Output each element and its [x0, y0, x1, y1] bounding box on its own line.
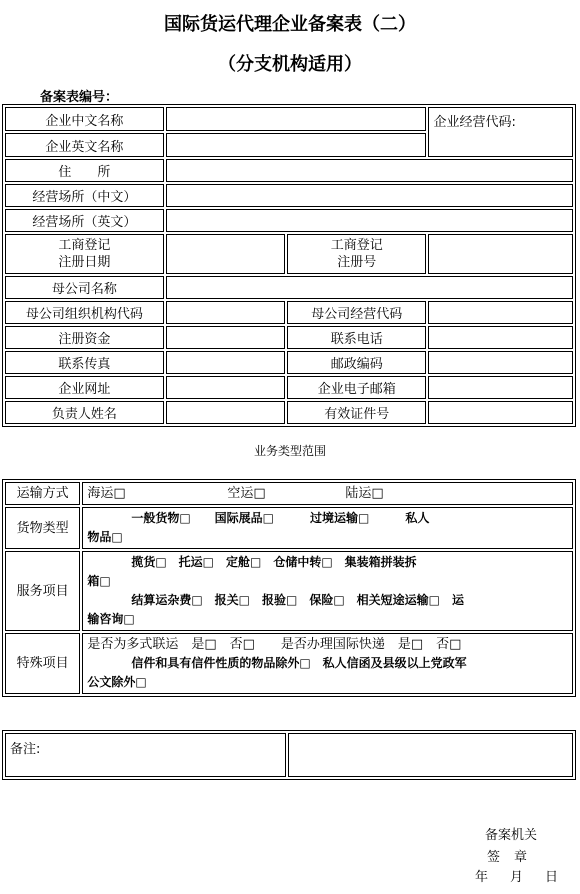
postcode-field[interactable]	[428, 351, 573, 374]
form-title: 国际货运代理企业备案表（二）	[164, 14, 416, 35]
parent-name-label: 母公司名称	[5, 276, 164, 299]
cargo-line-1: 一般货物□ 国际展品□ 过境运输□ 私人	[131, 511, 430, 525]
reg-date-field[interactable]	[166, 234, 285, 274]
service-line-2: 箱□	[87, 574, 111, 588]
date-line	[475, 866, 558, 885]
transport-options	[82, 482, 573, 505]
fax-field[interactable]	[166, 351, 285, 374]
cargo-label: 货物类型	[5, 507, 80, 549]
transport-air-checkbox[interactable]: 空运□	[227, 486, 266, 501]
special-line-1: 是否为多式联运 是□ 否□ 是否办理国际快递 是□ 否□	[87, 637, 462, 652]
transport-label: 运输方式	[5, 482, 80, 505]
month-label: 月	[510, 870, 524, 885]
biz-code-label: 企业经营代码:	[433, 115, 516, 130]
service-line-3: 结算运杂费□ 报关□ 报验□ 保险□ 相关短途运输□ 运	[131, 593, 465, 607]
parent-org-code-field[interactable]	[166, 301, 285, 324]
service-options[interactable]	[82, 551, 573, 631]
fax-label: 联系传真	[5, 351, 164, 374]
reg-date-label	[5, 234, 164, 274]
premises-cn-field[interactable]	[166, 184, 573, 207]
website-label: 企业网址	[5, 376, 164, 399]
enterprise-info-table	[2, 104, 576, 427]
transport-land-checkbox[interactable]: 陆运□	[345, 486, 384, 501]
special-label: 特殊项目	[5, 633, 80, 694]
authority-label: 备案机关	[485, 828, 538, 843]
capital-label: 注册资金	[5, 326, 164, 349]
manager-field[interactable]	[166, 401, 285, 424]
capital-field[interactable]	[166, 326, 285, 349]
form-subtitle: （分支机构适用）	[218, 54, 362, 75]
manager-label: 负责人姓名	[5, 401, 164, 424]
parent-biz-code-label: 母公司经营代码	[287, 301, 426, 324]
en-name-field[interactable]	[166, 133, 427, 157]
parent-org-code-label: 母公司组织机构代码	[5, 301, 164, 324]
reg-date-label-line1: 工商登记	[58, 238, 111, 253]
seal-label: 签章	[487, 850, 542, 865]
special-line-2: 信件和具有信件性质的物品除外□ 私人信函及县级以上党政军	[131, 656, 467, 670]
premises-cn-label: 经营场所（中文）	[5, 184, 164, 207]
phone-label: 联系电话	[287, 326, 426, 349]
business-scope-table	[2, 479, 576, 697]
reg-no-label-line1: 工商登记	[330, 238, 383, 253]
remarks-table	[2, 730, 576, 780]
service-line-4: 输咨询□	[87, 612, 135, 626]
remarks-extra-field[interactable]	[288, 733, 573, 777]
email-field[interactable]	[428, 376, 573, 399]
day-label: 日	[545, 870, 559, 885]
en-name-label: 企业英文名称	[5, 133, 164, 157]
biz-code-field[interactable]	[428, 107, 573, 157]
cn-name-field[interactable]	[166, 107, 427, 131]
service-label: 服务项目	[5, 551, 80, 631]
record-number-label: 备案表编号：	[40, 90, 119, 105]
postcode-label: 邮政编码	[287, 351, 426, 374]
remarks-label: 备注:	[10, 742, 41, 757]
address-field[interactable]	[166, 159, 573, 182]
id-no-label: 有效证件号	[287, 401, 426, 424]
address-label: 住 所	[5, 159, 164, 182]
reg-date-label-line2: 注册日期	[58, 255, 111, 270]
year-label: 年	[475, 870, 489, 885]
website-field[interactable]	[166, 376, 285, 399]
transport-sea-checkbox[interactable]: 海运□	[87, 486, 126, 501]
email-label: 企业电子邮箱	[287, 376, 426, 399]
cargo-options[interactable]	[82, 507, 573, 549]
special-line-3: 公文除外□	[87, 675, 147, 689]
parent-name-field[interactable]	[166, 276, 573, 299]
id-no-field[interactable]	[428, 401, 573, 424]
remarks-field[interactable]	[5, 733, 286, 777]
reg-no-field[interactable]	[428, 234, 573, 274]
special-options[interactable]	[82, 633, 573, 694]
reg-no-label	[287, 234, 426, 274]
parent-biz-code-field[interactable]	[428, 301, 573, 324]
service-line-1: 揽货□ 托运□ 定舱□ 仓储中转□ 集装箱拼装拆	[131, 555, 417, 569]
phone-field[interactable]	[428, 326, 573, 349]
premises-en-label: 经营场所（英文）	[5, 209, 164, 232]
reg-no-label-line2: 注册号	[337, 255, 377, 270]
cargo-line-2: 物品□	[87, 530, 123, 544]
scope-title: 业务类型范围	[253, 444, 326, 458]
premises-en-field[interactable]	[166, 209, 573, 232]
cn-name-label: 企业中文名称	[5, 107, 164, 131]
